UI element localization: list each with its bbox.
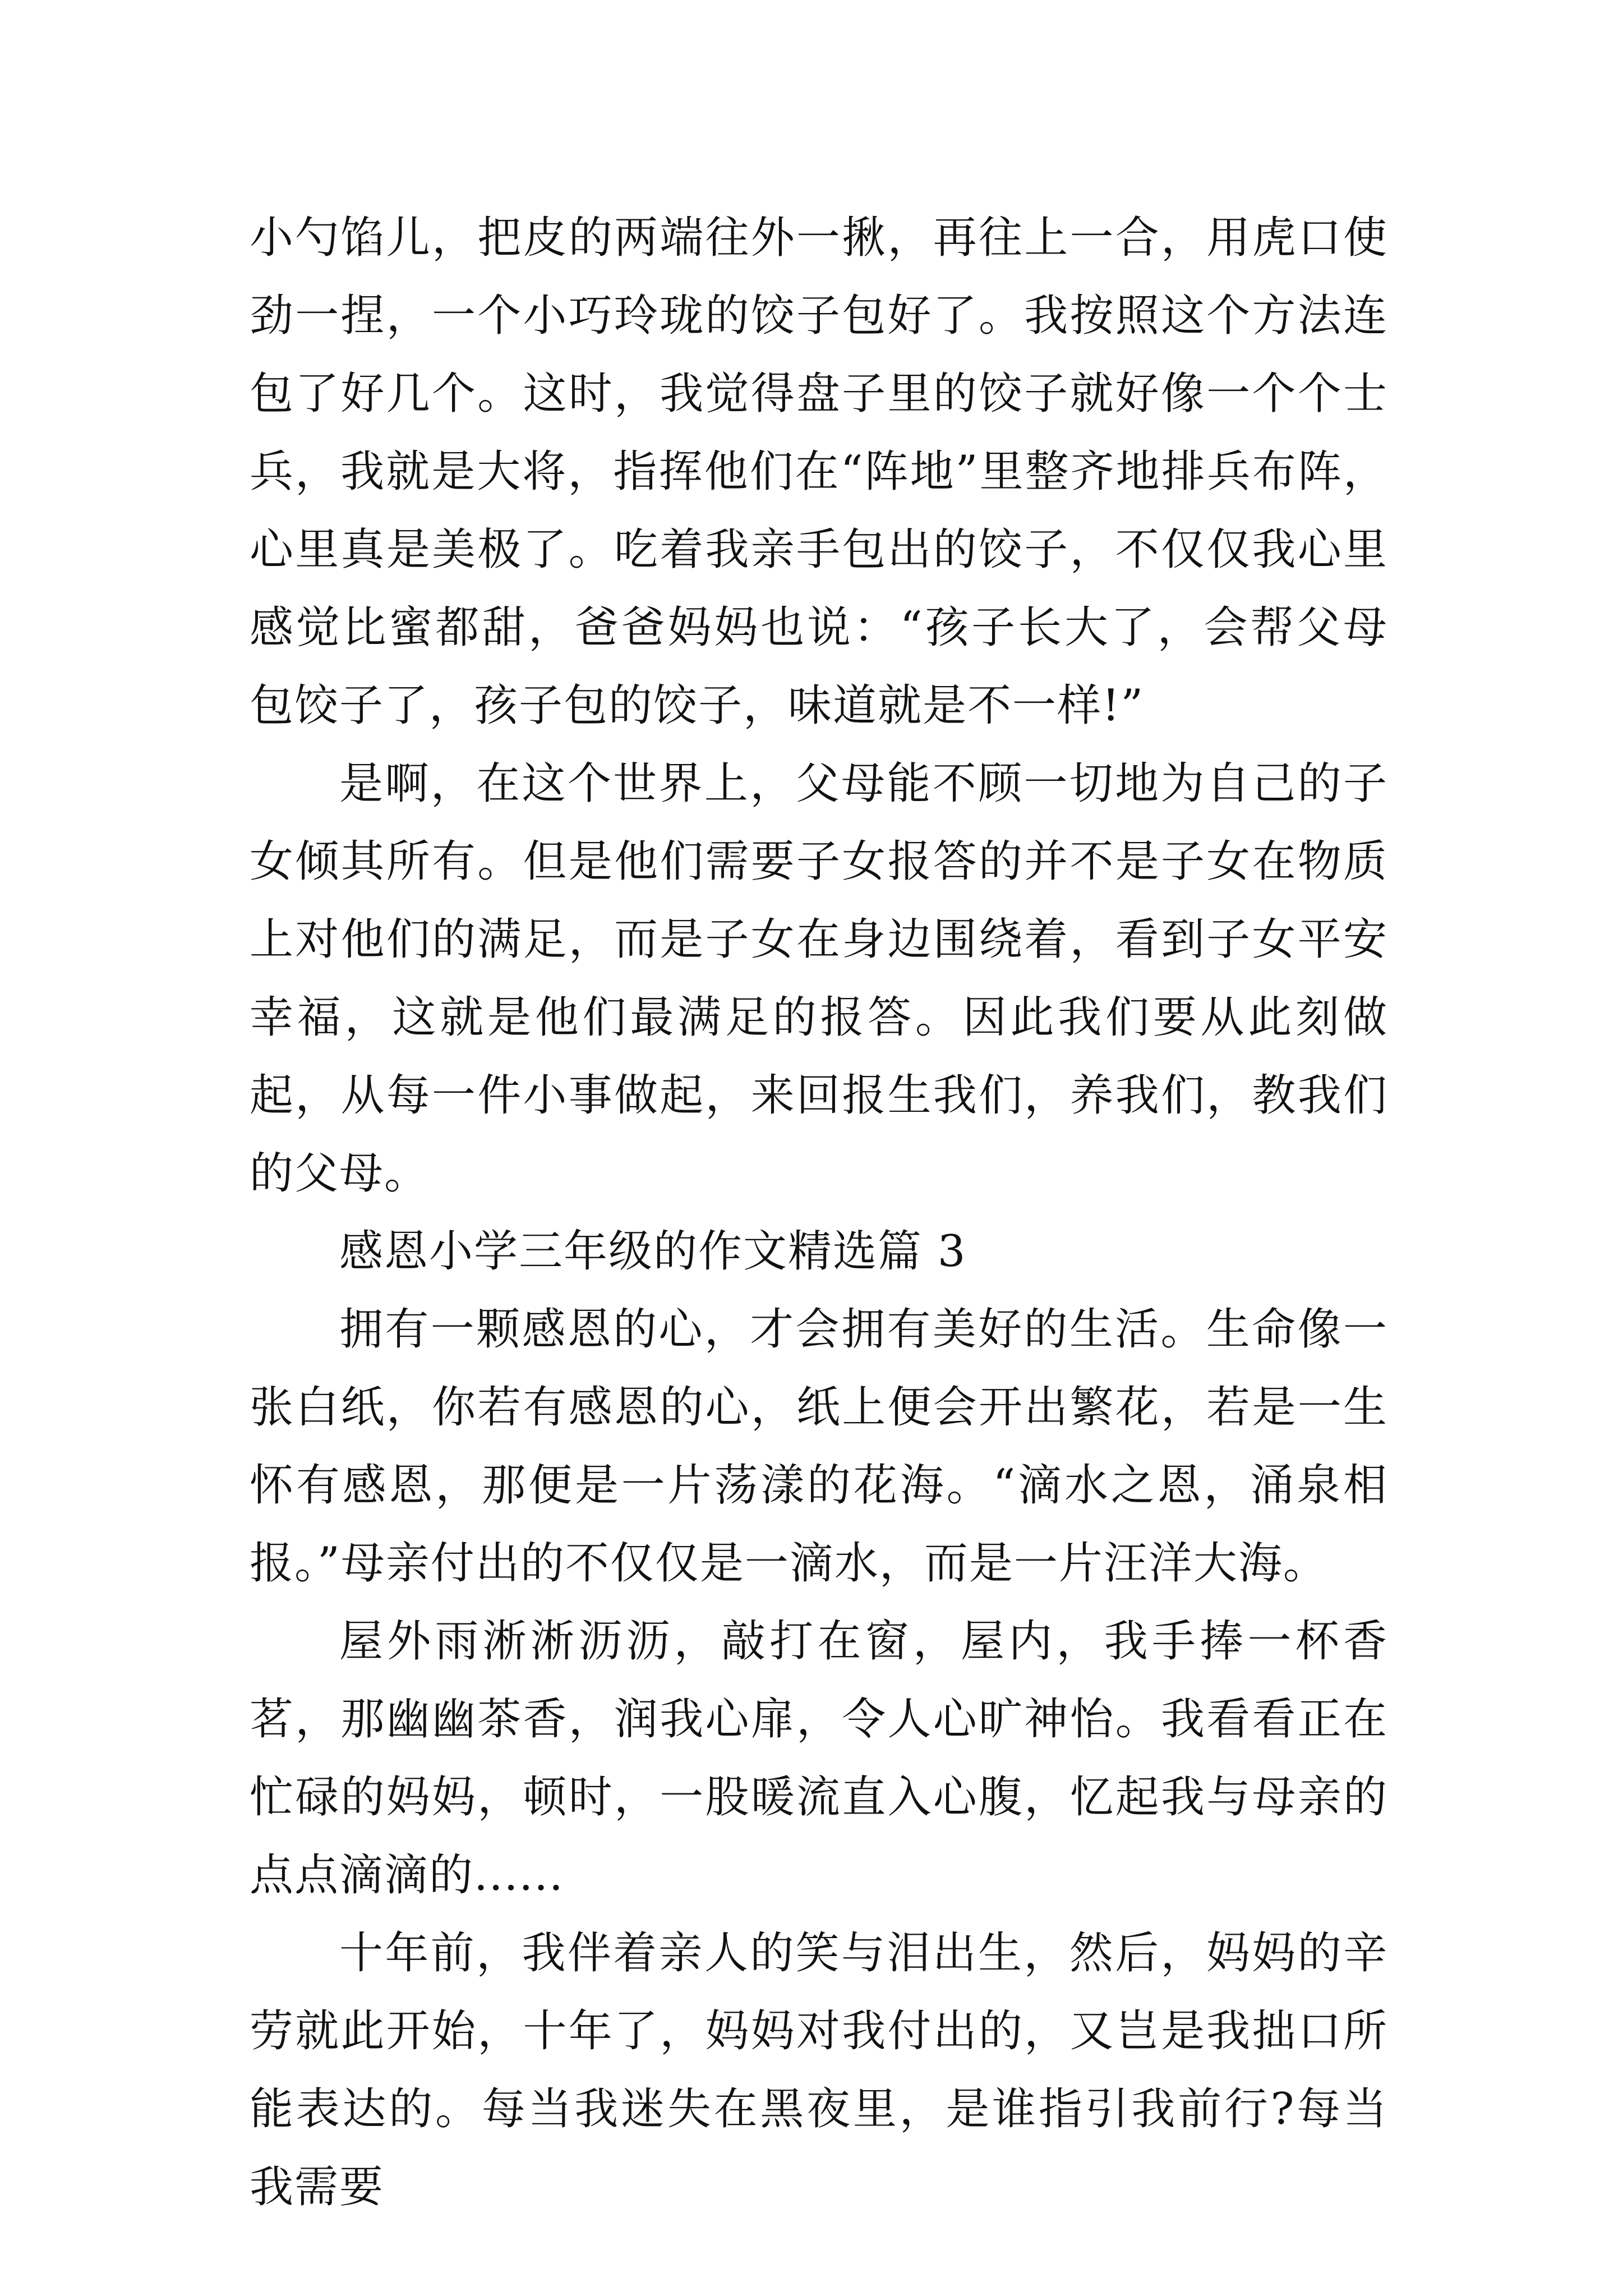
paragraph-3: 拥有一颗感恩的心，才会拥有美好的生活。生命像一张白纸，你若有感恩的心，纸上便会开出繁花，若是一生怀有感恩，那便是一片荡漾的花海。“滴水之恩，涌泉相报。”母亲付出的不仅仅是一滴水，而是一片汪洋大海。 [250,1304,1388,1589]
paragraph-1: 小勺馅儿，把皮的两端往外一揪，再往上一合，用虎口使劲一捏，一个小巧玲珑的饺子包好了。我按照这个方法连包了好几个。这时，我觉得盘子里的饺子就好像一个个士兵，我就是大将，指挥他们在“阵地”里整齐地排兵布阵，心里真是美极了。吃着我亲手包出的饺子，不仅仅我心里感觉比蜜都甜，爸爸妈妈也说：“孩子长大了，会帮父母包饺子了，孩子包的饺子，味道就是不一样!” [250,213,1388,731]
paragraph-5: 十年前，我伴着亲人的笑与泪出生，然后，妈妈的辛劳就此开始，十年了，妈妈对我付出的，又岂是我拙口所能表达的。每当我迷失在黑夜里，是谁指引我前行?每当我需要 [250,1928,1388,2212]
paragraph-2: 是啊，在这个世界上，父母能不顾一切地为自己的子女倾其所有。但是他们需要子女报答的并不是子女在物质上对他们的满足，而是子女在身边围绕着，看到子女平安幸福，这就是他们最满足的报答。因此我们要从此刻做起，从每一件小事做起，来回报生我们，养我们，教我们的父母。 [250,758,1388,1199]
section-heading: 感恩小学三年级的作文精选篇 3 [339,1226,967,1277]
document-body [250,199,1388,2226]
paragraph-4: 屋外雨淅淅沥沥，敲打在窗，屋内，我手捧一杯香茗，那幽幽茶香，润我心扉，令人心旷神怡。我看看正在忙碌的妈妈，顿时，一股暖流直入心腹，忆起我与母亲的点点滴滴的...... [250,1616,1388,1901]
